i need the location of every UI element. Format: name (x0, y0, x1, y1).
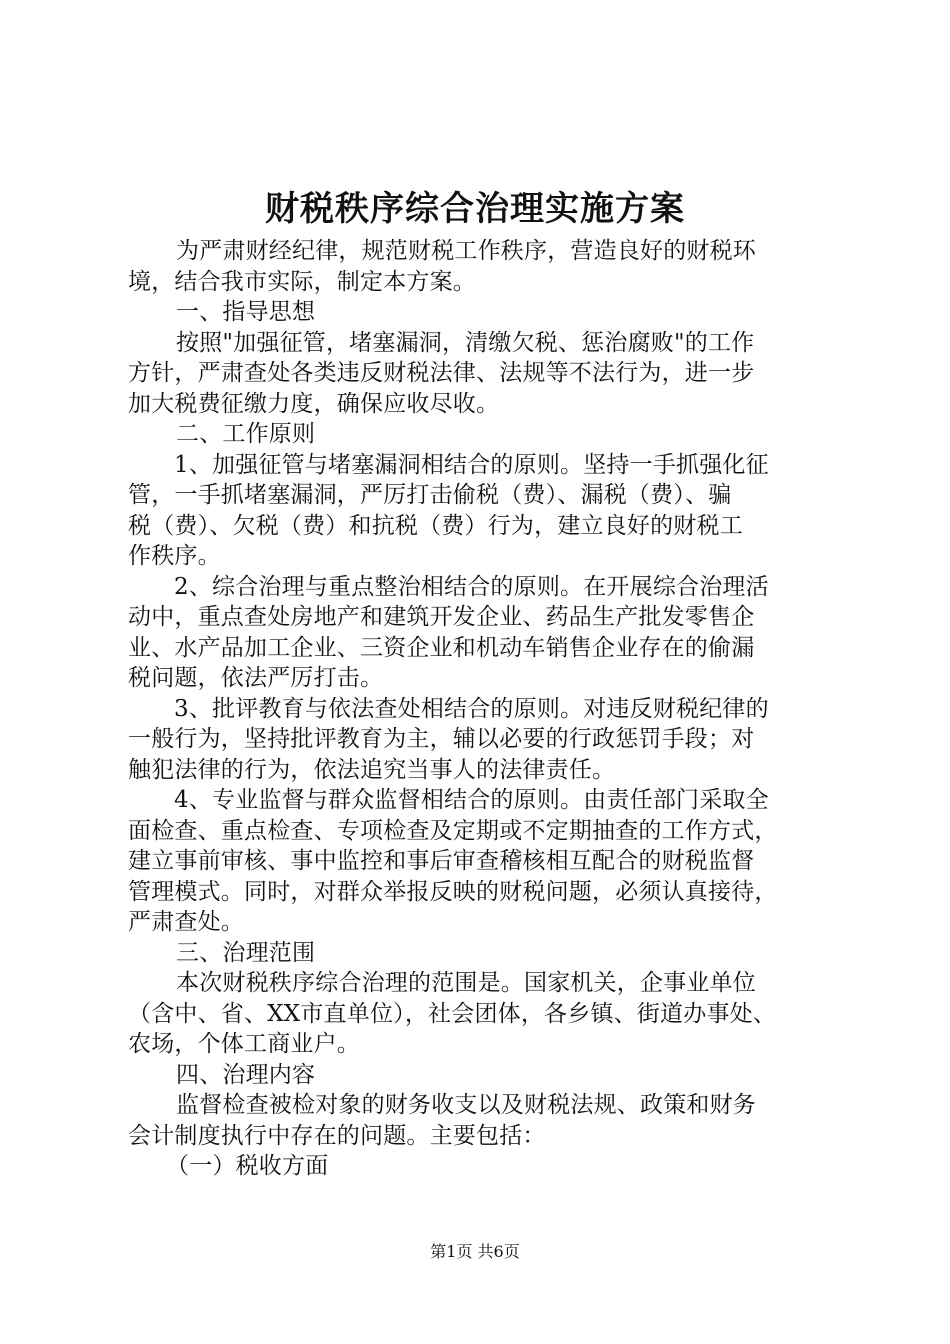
text-line: 严肃查处。 (128, 909, 244, 935)
text-line: 税（费）、欠税（费）和抗税（费）行为，建立良好的财税工 (128, 512, 743, 539)
document-title: 财税秩序综合治理实施方案 (265, 189, 685, 229)
text-line: （含中、省、XX市直单位），社会团体，各乡镇、街道办事处、 (128, 1000, 777, 1027)
text-line: 作秩序。 (128, 543, 221, 569)
text-line: 为严肃财经纪律，规范财税工作秩序，营造良好的财税环 (176, 238, 756, 264)
text-line: 会计制度执行中存在的问题。主要包括： (128, 1122, 546, 1149)
section-heading: 四、治理内容 (176, 1061, 316, 1088)
text-line: 监督检查被检对象的财务收支以及财税法规、政策和财务 (176, 1092, 756, 1118)
text-line: 触犯法律的行为，依法追究当事人的法律责任。 (128, 756, 616, 783)
text-line: 面检查、重点检查、专项检查及定期或不定期抽查的工作方式， (128, 817, 778, 844)
subsection-heading: （一）税收方面 (166, 1153, 329, 1179)
section-heading: 一、指导思想 (176, 299, 316, 325)
text-line: 建立事前审核、事中监控和事后审查稽核相互配合的财税监督 (128, 848, 755, 874)
text-line: 业、水产品加工企业、三资企业和机动车销售企业存在的偷漏 (128, 634, 755, 661)
page-footer: 第1页 共6页 (430, 1242, 520, 1261)
text-line: 一般行为，坚持批评教育为主，辅以必要的行政惩罚手段；对 (128, 726, 755, 752)
text-line: 4、专业监督与群众监督相结合的原则。由责任部门采取全 (174, 787, 769, 813)
text-line: 按照"加强征管，堵塞漏洞，清缴欠税、惩治腐败"的工作 (176, 329, 755, 356)
text-line: 管，一手抓堵塞漏洞，严厉打击偷税（费）、漏税（费）、骗 (128, 482, 732, 508)
text-line: 本次财税秩序综合治理的范围是。国家机关，企事业单位 (176, 970, 756, 996)
text-line: 农场，个体工商业户。 (128, 1031, 360, 1057)
text-line: 2、综合治理与重点整治相结合的原则。在开展综合治理活 (174, 573, 769, 600)
text-line: 境，结合我市实际，制定本方案。 (128, 268, 476, 295)
text-line: 税问题，依法严厉打击。 (128, 665, 384, 691)
document-body (128, 236, 834, 1182)
text-line: 3、批评教育与依法查处相结合的原则。对违反财税纪律的 (174, 695, 769, 722)
text-line: 方针，严肃查处各类违反财税法律、法规等不法行为，进一步 (128, 360, 755, 386)
text-line: 加大税费征缴力度，确保应收尽收。 (128, 390, 500, 417)
text-line: 1、加强征管与堵塞漏洞相结合的原则。坚持一手抓强化征 (174, 451, 769, 478)
section-heading: 三、治理范围 (176, 939, 316, 966)
text-line: 管理模式。同时，对群众举报反映的财税问题，必须认真接待， (128, 878, 778, 905)
section-heading: 二、工作原则 (176, 421, 316, 447)
text-line: 动中，重点查处房地产和建筑开发企业、药品生产批发零售企 (128, 604, 755, 630)
